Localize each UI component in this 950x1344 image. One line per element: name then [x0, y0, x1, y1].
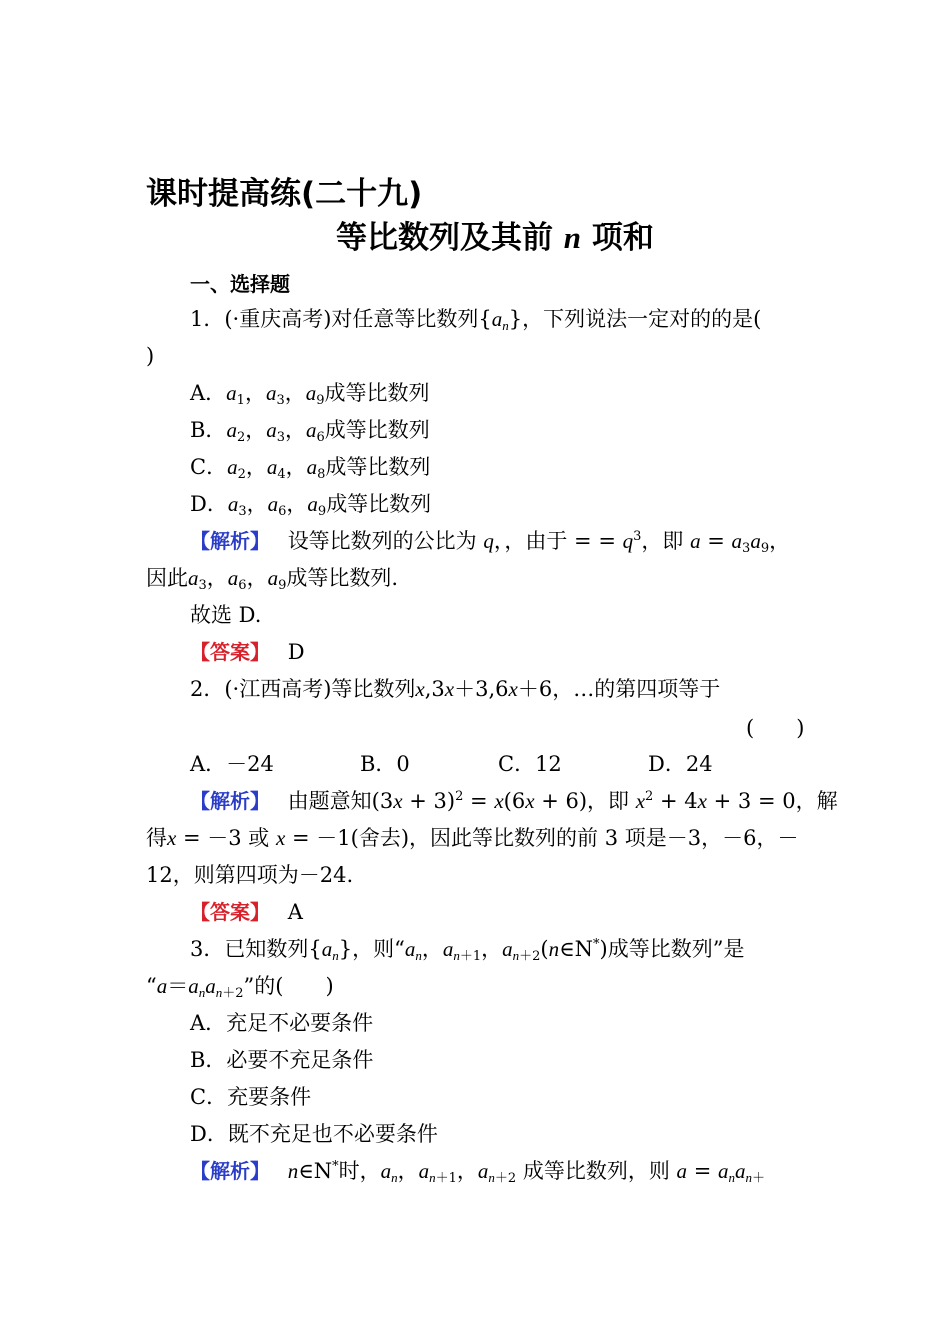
q1-stem: 1．(·重庆高考)对任意等比数列$\{a_n\}$，下列说法一定对的的是(	[190, 307, 762, 333]
q2-analysis-end: 12，则第四项为－24.	[146, 863, 354, 887]
q1-option-b: B．$a_2$，$a_3$，$a_6$成等比数列	[190, 418, 430, 445]
q1-analysis-cont: 因此$a_3$，$a_6$，$a_9$成等比数列.	[146, 566, 399, 593]
q1-option-d: D．$a_3$，$a_6$，$a_9$成等比数列	[190, 492, 432, 519]
q2-analysis-cont: 得x = －3 或 x = －1(舍去)，因此等比数列的前 3 项是－3，－6，－	[146, 826, 799, 850]
q3-stem-cont: “$a=a_na_{n+2}$”的( )	[146, 974, 334, 1001]
page-title: 课时提高练(二十九)	[146, 176, 423, 212]
q2-stem: 2．(·江西高考)等比数列x,3x＋3,6x＋6，…的第四项等于	[190, 677, 721, 701]
q1-conclusion: 故选 D.	[190, 603, 262, 627]
q1-answer: 【答案】 D	[190, 640, 305, 664]
section-heading: 一、选择题	[190, 272, 290, 296]
q1-option-a: A．$a_1$，$a_3$，$a_9$成等比数列	[190, 381, 430, 408]
q2-bracket: ( )	[746, 716, 805, 740]
page-subtitle: 等比数列及其前 n 项和	[336, 220, 654, 256]
q2-option-a: A．－24	[190, 752, 274, 776]
q3-stem: 3．已知数列$\{a_n\}$，则“$a_n$，$a_{n+1}$，$a_{n+2}(n\in N^*)$成等比数列”是	[190, 937, 745, 964]
q1-stem-end: )	[146, 344, 155, 368]
q1-analysis: 【解析】 设等比数列的公比为 q，，由于 = = $q^3$，即 $a = a_3a_9$，	[190, 529, 791, 556]
q2-analysis: 【解析】 由题意知$(3x + 3)^2 = x(6x + 6)$，即 $x^2 + 4x + 3 = 0$，解	[190, 789, 838, 813]
q2-option-b: B．0	[360, 752, 410, 776]
q3-analysis: 【解析】 n∈N*时，$a_n$，$a_{n+1}$，$a_{n+2}$ 成等比数列，则 $a = a_na_{n+}$	[190, 1159, 766, 1186]
q3-option-a: A．充足不必要条件	[190, 1011, 374, 1035]
q2-option-d: D．24	[648, 752, 713, 776]
q3-option-c: C．充要条件	[190, 1085, 312, 1109]
q2-option-c: C．12	[498, 752, 562, 776]
q1-option-c: C．$a_2$，$a_4$，$a_8$成等比数列	[190, 455, 431, 482]
q2-answer: 【答案】 A	[190, 900, 303, 924]
q3-option-d: D．既不充足也不必要条件	[190, 1122, 438, 1146]
q3-option-b: B．必要不充足条件	[190, 1048, 374, 1072]
